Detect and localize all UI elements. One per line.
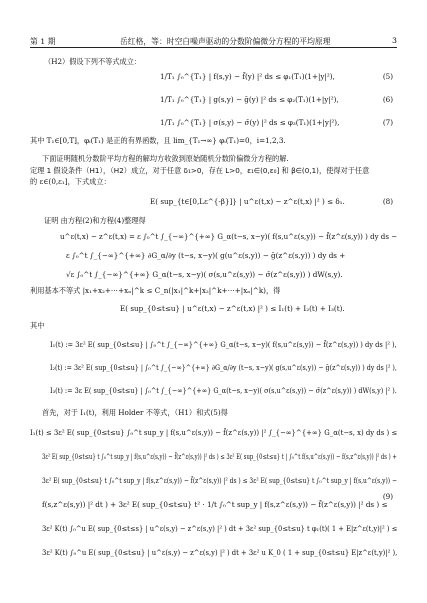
definition-i3: I₃(t) := 3ε E( sup_{0≤t≤u} | ∫₀^t ∫_{−∞}^{+∞} G_α(t−s, x−y)( σ(s,u^ε(s,y)) − σ̄(z^ε(s,y)) ) dW(s,y) |² ). xyxy=(50,386,397,395)
issue-label: 第 1 期 xyxy=(30,37,56,46)
proof-eq-line-1: u^ε(t,x) − z^ε(t,x) = ε ∫₀^t ∫_{−∞}^{+∞} G_α(t−s, x−y)( f(s,u^ε(s,y)) − f̄(z^ε(s,y)) ) dy ds − xyxy=(60,232,398,241)
proof-eq-line-2: ε ∫₀^t ∫_{−∞}^{+∞} ∂G_α/∂y (t−s, x−y)( g(u^ε(s,y)) − ḡ(z^ε(s,y)) ) dy ds + xyxy=(66,251,346,260)
note-paragraph: 其中 T₁∈[0,T]，φᵢ(T₁) 是正的有界函数，且 lim_{T₁→∞} φᵢ(T₁)=0，i=1,2,3. xyxy=(30,136,286,145)
header-rule xyxy=(30,47,397,48)
estimate-line-2: 3ε² E( sup_{0≤t≤u} t ∫₀^t sup_y | f(s,u^ε(s,y)) − f̄(z^ε(s,y)) |² ds ) ≤ 3ε² E( sup_{0≤t≤u} t | ∫₀^t f(s,u^ε(s,y)) − f(s,z^ε(s,y)) |² ds ) + xyxy=(42,452,397,461)
equation-5: 1/T₁ ∫₀^{T₁} | f(s,y) − f̄(y) |² ds ≤ φ₁(T₁)(1+|y|²), xyxy=(160,72,335,81)
equation-number-7: (7) xyxy=(382,118,393,127)
page-number: 3 xyxy=(392,36,397,45)
definition-i1: I₁(t) := 3ε² E( sup_{0≤t≤u} | ∫₀^t ∫_{−∞}^{+∞} G_α(t−s, x−y)( f(s,u^ε(s,y)) − f̄(z^ε(s,y)) ) dy ds |² ), xyxy=(50,340,397,349)
estimate-line-4: f(s,z^ε(s,y)) |² dt ) + 3ε² E( sup_{0≤t≤u} t² · 1/t ∫₀^t sup_y | f(s,z^ε(s,y)) − f̄(z^ε(s,y)) |² ds ) ≤ xyxy=(42,500,388,509)
first-step: 首先，对于 I₁(t)，利用 Holder 不等式，（H1）和式(5)得 xyxy=(42,408,228,417)
estimate-line-5: 3ε² K(t) ∫₀^u E( sup_{0≤t≤s} | u^ε(s,y) − z^ε(s,y) |² ) dt + 3ε² sup_{0≤t≤u} t φ₁(t)( 1 + E|z^ε(t,y)|² ) ≤ xyxy=(42,524,398,533)
equation-number-6: (6) xyxy=(382,95,393,104)
hypothesis-h2: （H2）假设下列不等式成立： xyxy=(44,57,142,66)
running-title: 岳红格，等：时空白噪声驱动的分数阶偏微分方程的平均原理 xyxy=(120,37,331,46)
equation-8: E( sup_{t∈[0,Lε^{-β}]} | u^ε(t,x) − z^ε(t,x) |² ) ≤ δ₁. xyxy=(150,197,345,206)
proof-eq-line-3: √ε ∫₀^t ∫_{−∞}^{+∞} G_α(t−s, x−y)( σ(s,u^ε(s,y)) − σ̄(z^ε(s,y)) ) dW(s,y). xyxy=(66,270,343,279)
split-inequality: E( sup_{0≤t≤u} | u^ε(t,x) − z^ε(t,x) |² ) ≤ I₁(t) + I₂(t) + I₃(t). xyxy=(120,304,345,313)
equation-number-5: (5) xyxy=(382,72,393,81)
estimate-line-6: 3ε² K(t) ∫₀^u E( sup_{0≤t≤u} | u^ε(s,y) − z^ε(s,y) |² ) dt + 3ε² u K_0 ( 1 + sup_{0≤t≤u} E|z^ε(t,y)|² ), xyxy=(42,548,398,557)
estimate-line-1: I₁(t) ≤ 3ε² E( sup_{0≤t≤u} ∫₀^t sup_y | f(s,u^ε(s,y)) − f̄(z^ε(s,y)) |² ∫_{−∞}^{+∞} G_α(t−s, x) dy ds ) ≤ xyxy=(30,428,398,437)
equation-6: 1/T₁ ∫₀^{T₁} | g(s,y) − ḡ(y) |² ds ≤ φ₂(T₁)(1+|y|²), xyxy=(160,95,339,104)
estimate-line-3: 3ε² E( sup_{0≤t≤u} t ∫₀^t sup_y | f(s,z^ε(s,y)) − f̄(z^ε(s,y)) |² ds ) ≤ 3ε² E( sup_{0≤t≤u} t ∫₀^t sup_y | f(s,u^ε(s,y)) − xyxy=(42,476,397,485)
basic-inequality: 利用基本不等式 |x₁+x₂+⋯+xₙ|^k ≤ C_n(|x₁|^k+|x₂|^k+⋯+|xₙ|^k)，得 xyxy=(30,286,281,295)
theorem-1-cont: 的 ε∈(0,ε₁]，下式成立： xyxy=(30,177,111,186)
proof-start: 证明 由方程(2)和方程(4)整理得 xyxy=(44,216,146,225)
theorem-1: 定理 1 假设条件（H1），（H2）成立，对于任意 δ₁>0，存在 L>0，ε₁∈(0,ε₀] 和 β∈(0,1)，使得对于任意 xyxy=(30,166,370,175)
definition-i2: I₂(t) := 3ε² E( sup_{0≤t≤u} | ∫₀^t ∫_{−∞}^{+∞} ∂G_α/∂y (t−s, x−y)( g(s,u^ε(s,y)) − ḡ(z^ε(s,y)) ) dy ds |² ), xyxy=(50,363,397,372)
intro-paragraph: 下面证明随机分数阶平均方程的解均方收敛到原始随机分数阶偏微分方程的解. xyxy=(42,154,289,163)
where-label: 其中 xyxy=(30,321,45,330)
equation-number-8: (8) xyxy=(382,197,393,206)
equation-7: 1/T₁ ∫₀^{T₁} | σ(s,y) − σ̄(y) |² ds ≤ φ₃(T₁)(1+|y|²), xyxy=(160,118,340,127)
equation-number-9: (9) xyxy=(382,492,393,501)
